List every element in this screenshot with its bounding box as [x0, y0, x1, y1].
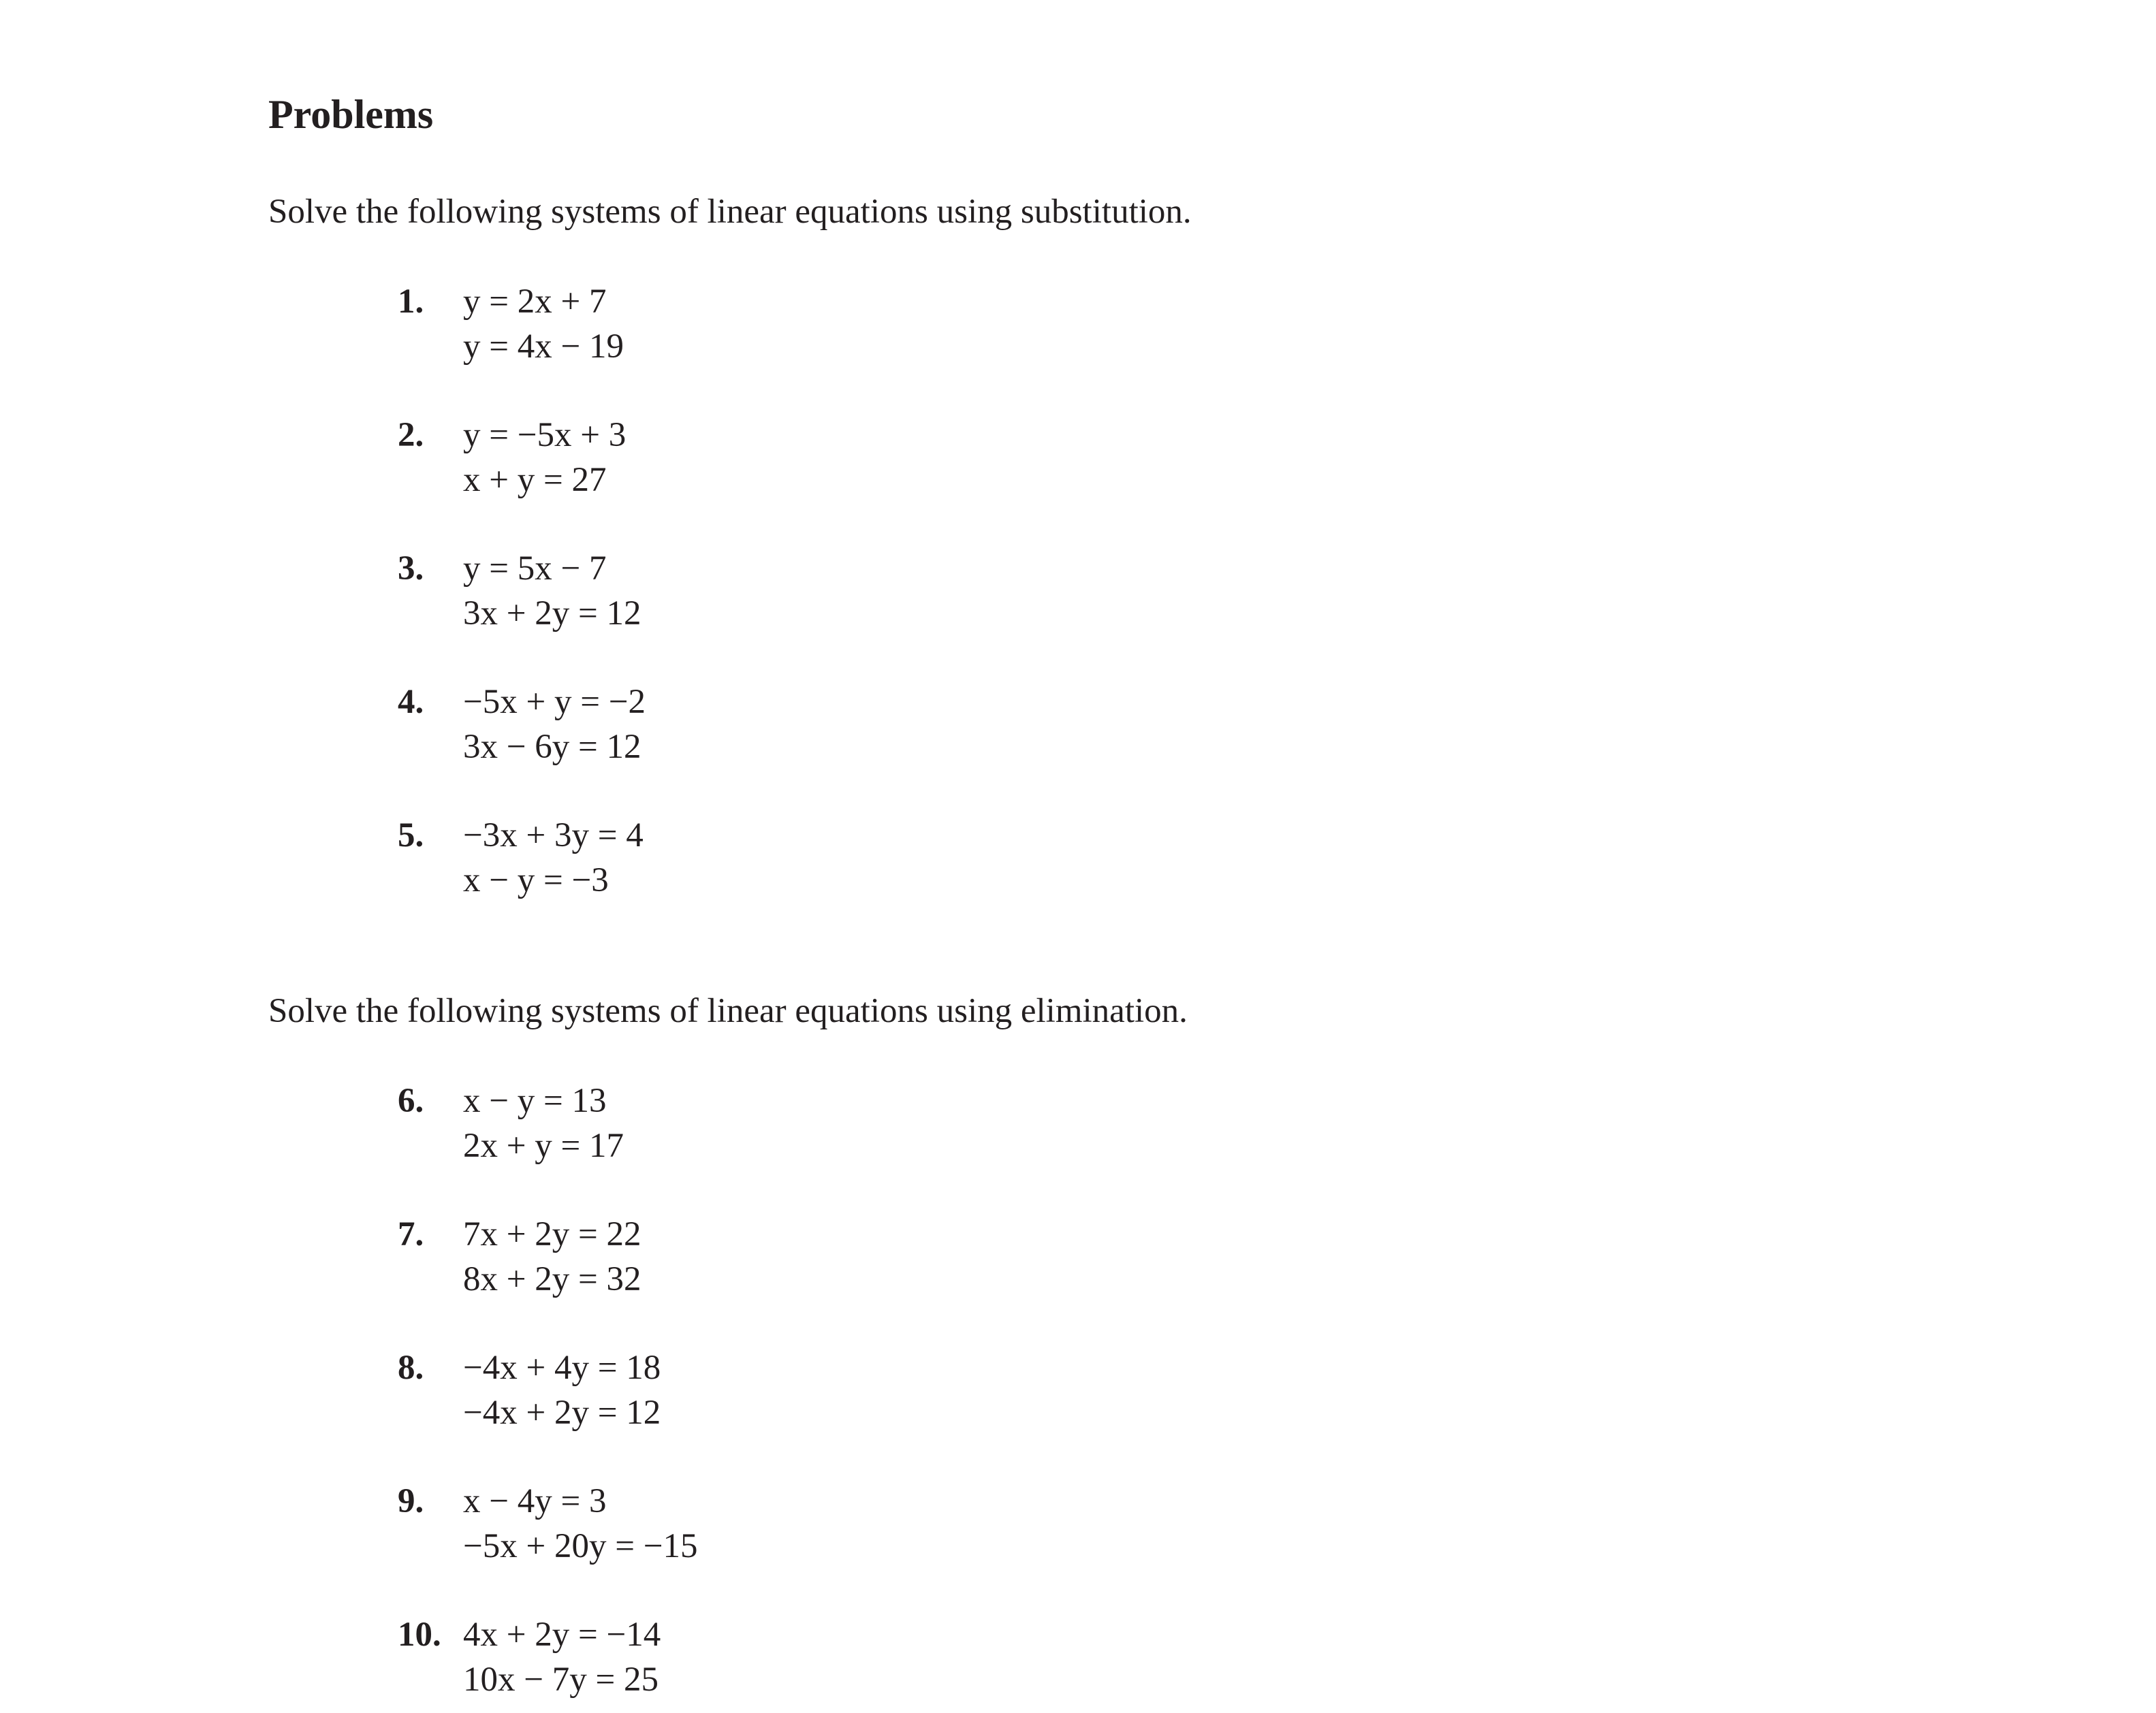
- page-title: Problems: [268, 92, 434, 137]
- problem-number: 6.: [398, 1082, 424, 1120]
- equation-2: −4x + 2y = 12: [463, 1394, 661, 1432]
- equation-1: −5x + y = −2: [463, 683, 646, 721]
- equation-2: 3x − 6y = 12: [463, 728, 641, 766]
- equation-1: −3x + 3y = 4: [463, 816, 644, 854]
- problem-number: 1.: [398, 283, 424, 321]
- problem-number: 2.: [398, 416, 424, 454]
- problem-number: 5.: [398, 816, 424, 854]
- equation-2: x − y = −3: [463, 861, 609, 899]
- equation-2: x + y = 27: [463, 461, 607, 499]
- problem-number: 3.: [398, 549, 424, 588]
- equation-2: y = 4x − 19: [463, 327, 624, 366]
- equation-1: y = 5x − 7: [463, 549, 607, 588]
- problem-number: 7.: [398, 1215, 424, 1253]
- equation-1: x − y = 13: [463, 1082, 607, 1120]
- equation-2: 3x + 2y = 12: [463, 594, 641, 633]
- problem-number: 4.: [398, 683, 424, 721]
- equation-1: x − 4y = 3: [463, 1482, 607, 1520]
- instruction-elimination: Solve the following systems of linear equations using elimination.: [268, 992, 1188, 1030]
- instruction-substitution: Solve the following systems of linear equations using substitution.: [268, 193, 1192, 231]
- equation-2: 10x − 7y = 25: [463, 1661, 659, 1699]
- equation-1: 4x + 2y = −14: [463, 1616, 661, 1654]
- equation-1: −4x + 4y = 18: [463, 1349, 661, 1387]
- equation-1: y = 2x + 7: [463, 283, 607, 321]
- problem-number: 9.: [398, 1482, 424, 1520]
- equation-2: 8x + 2y = 32: [463, 1260, 641, 1298]
- equation-1: 7x + 2y = 22: [463, 1215, 641, 1253]
- equation-2: −5x + 20y = −15: [463, 1527, 698, 1565]
- equation-1: y = −5x + 3: [463, 416, 627, 454]
- problem-number: 10.: [398, 1616, 441, 1654]
- equation-2: 2x + y = 17: [463, 1127, 624, 1165]
- problem-number: 8.: [398, 1349, 424, 1387]
